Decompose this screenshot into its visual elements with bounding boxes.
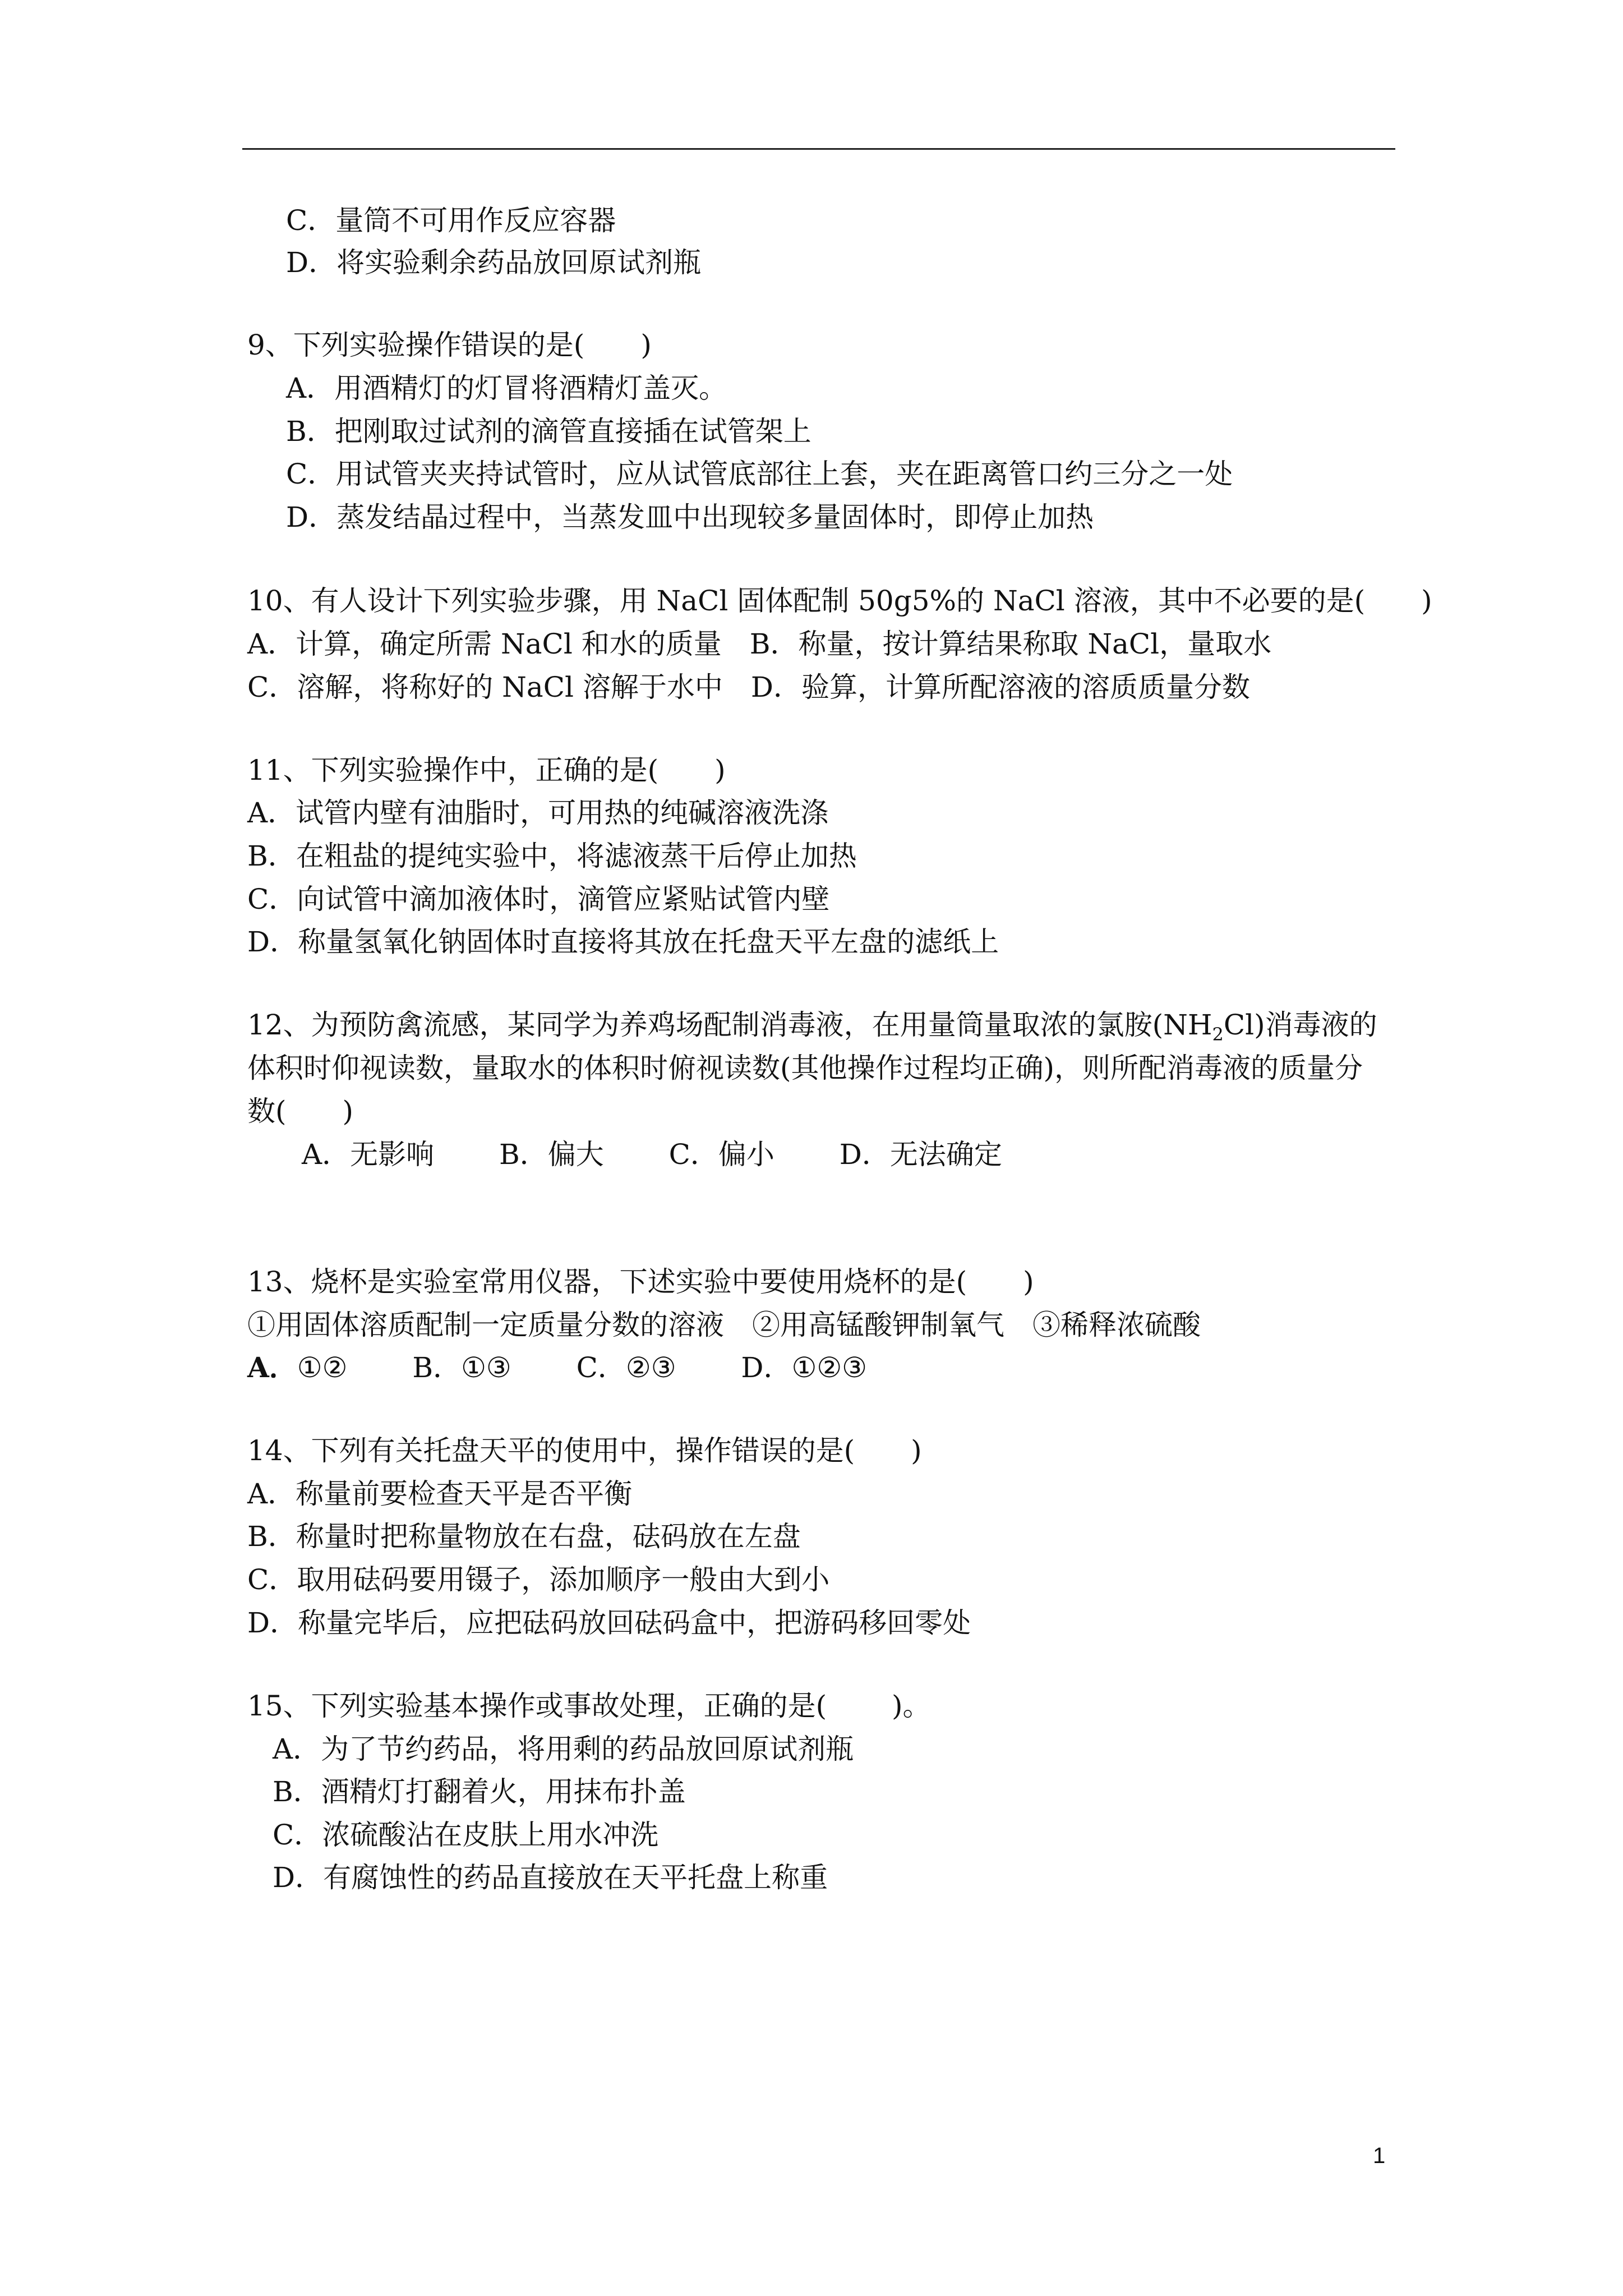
q9-option-d: D．蒸发结晶过程中，当蒸发皿中出现较多量固体时，即停止加热 [286,501,1094,533]
q15-stem: 15、下列实验基本操作或事故处理，正确的是( )。 [247,1690,931,1722]
q9-stem: 9、下列实验操作错误的是( ) [247,329,652,361]
q12-stem-line-1 [247,1005,1377,1045]
q12-options: A．无影响 B．偏大 C．偏小 D．无法确定 [302,1138,1002,1171]
q13-options-rest: ①② B．①③ C．②③ D．①②③ [297,1351,867,1384]
q15-option-b: B．酒精灯打翻着火，用抹布扑盖 [273,1775,686,1808]
q11-stem: 11、下列实验操作中，正确的是( ) [247,754,726,786]
page-number: 1 [1373,2143,1386,2168]
q12-stem-line-1-pre: 12、为预防禽流感，某同学为养鸡场配制消毒液，在用量筒量取浓的氯胺(NH [247,1009,1212,1041]
q12-stem-line-1-post: Cl)消毒液的 [1223,1009,1377,1041]
q11-option-b: B．在粗盐的提纯实验中，将滤液蒸干后停止加热 [247,840,857,872]
q8-option-c: C．量筒不可用作反应容器 [286,204,616,237]
q14-option-b: B．称量时把称量物放在右盘，砝码放在左盘 [247,1520,801,1553]
q15-option-c: C．浓硫酸沾在皮肤上用水冲洗 [273,1819,659,1851]
q12-stem-line-3: 数( ) [247,1095,354,1128]
q9-option-c: C．用试管夹夹持试管时，应从试管底部往上套，夹在距离管口约三分之一处 [286,458,1233,490]
q15-option-d: D．有腐蚀性的药品直接放在天平托盘上称重 [273,1861,828,1894]
q11-option-a: A．试管内壁有油脂时，可用热的纯碱溶液洗涤 [247,797,829,829]
q13-option-a-label: A． [247,1351,297,1384]
q10-options-ab: A．计算，确定所需 NaCl 和水的质量 B．称量，按计算结果称取 NaCl，量取水 [247,628,1272,660]
q9-option-a: A．用酒精灯的灯冒将酒精灯盖灭。 [286,372,727,404]
q13-stem: 13、烧杯是实验室常用仪器，下述实验中要使用烧杯的是( ) [247,1266,1034,1298]
q14-option-d: D．称量完毕后，应把砝码放回砝码盒中，把游码移回零处 [247,1607,971,1639]
q12-stem-line-2: 体积时仰视读数，量取水的体积时俯视读数(其他操作过程均正确)，则所配消毒液的质量分 [247,1052,1363,1084]
q14-option-c: C．取用砝码要用镊子，添加顺序一般由大到小 [247,1563,830,1596]
q15-option-a: A．为了节约药品，将用剩的药品放回原试剂瓶 [273,1733,854,1765]
q11-option-c: C．向试管中滴加液体时，滴管应紧贴试管内壁 [247,883,830,915]
header-rule [242,148,1395,150]
q13-items: ①用固体溶质配制一定质量分数的溶液 ②用高锰酸钾制氧气 ③稀释浓硫酸 [247,1309,1201,1341]
q10-stem: 10、有人设计下列实验步骤，用 NaCl 固体配制 50g5%的 NaCl 溶液，其中不必要的是( ) [247,585,1432,617]
q13-options [247,1348,867,1387]
q9-option-b: B．把刚取过试剂的滴管直接插在试管架上 [286,415,811,448]
q14-option-a: A．称量前要检查天平是否平衡 [247,1478,633,1510]
nh2cl-subscript: 2 [1212,1024,1224,1045]
q11-option-d: D．称量氢氧化钠固体时直接将其放在托盘天平左盘的滤纸上 [247,926,999,958]
q8-option-d: D．将实验剩余药品放回原试剂瓶 [286,246,702,279]
q10-options-cd: C．溶解，将称好的 NaCl 溶解于水中 D．验算，计算所配溶液的溶质质量分数 [247,671,1250,703]
q14-stem: 14、下列有关托盘天平的使用中，操作错误的是( ) [247,1434,922,1467]
